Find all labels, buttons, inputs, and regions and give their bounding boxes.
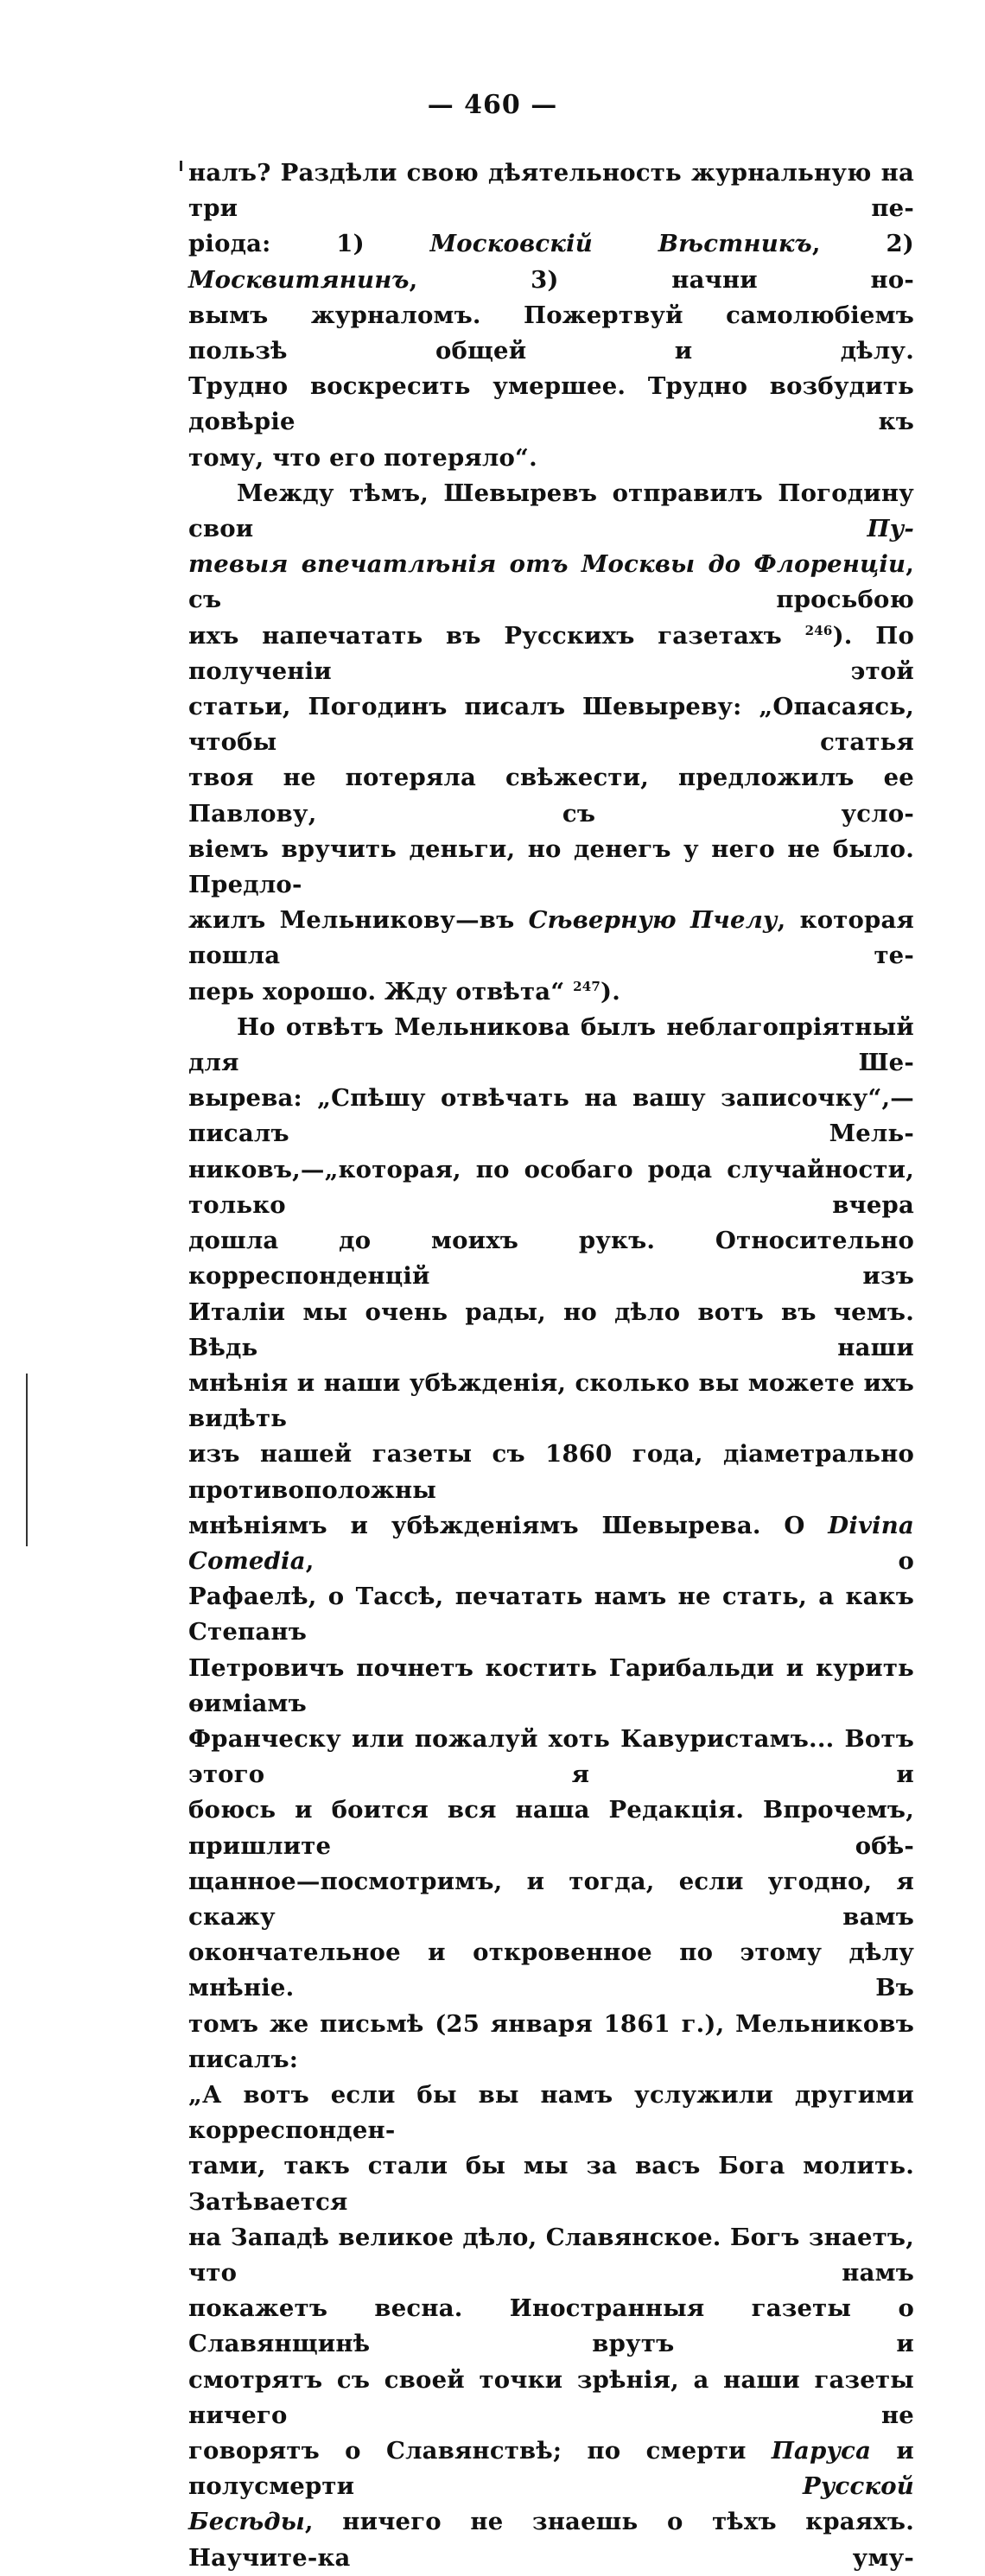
text-line [188,369,914,440]
text-line [188,2433,914,2504]
text-segment: мнѣнія и наши убѣжденія, сколько вы можете ихъ видѣть [188,1368,914,1433]
text-line [188,974,914,1010]
text-segment: Но отвѣтъ Мельникова былъ неблагопріятный для Ше- [188,1012,914,1077]
text-line [188,1223,914,1294]
text-segment: жилъ Мельникову—въ [188,906,529,935]
text-segment: вымъ журналомъ. Пожертвуй самолюбіемъ пользѣ общей и дѣлу. [188,301,914,365]
text-line [188,226,914,297]
text-segment: тами, такъ стали бы мы за васъ Бога молить. Затѣвается [188,2152,914,2216]
text-segment: смотрятъ съ своей точки зрѣнія, а наши газеты ничего не [188,2365,914,2429]
text-segment: налъ? Раздѣли свою дѣятельность журнальную на три пе- [188,159,914,223]
text-line [188,2007,914,2078]
text-segment: „А вотъ если бы вы намъ услужили другими корреспонден- [188,2080,914,2145]
text-line [188,1508,914,1579]
text-segment: Рафаелѣ, о Тассѣ, печатать намъ не стать, а какъ Степанъ [188,1583,914,1646]
text-line [188,547,914,618]
body-text [188,155,914,2576]
text-segment: , ничего не знаешь о тѣхъ краяхъ. Научите-ка уму- [188,2508,914,2572]
italic-title: Москвитянинъ [188,265,410,294]
text-segment: , которая пошла те- [188,906,914,970]
text-segment: Италіи мы очень рады, но дѣло вотъ въ чемъ. Вѣдь наши [188,1298,914,1361]
scan-edge-mark [26,1374,28,1546]
text-line [188,619,914,689]
text-segment: віемъ вручить деньги, но денегъ у него не было. Предло- [188,834,914,899]
text-segment: томъ же письмѣ (25 января 1861 г.), Мельниковъ писалъ: [188,2009,914,2073]
text-segment: ихъ напечатать въ Русскихъ газетахъ [188,621,805,650]
text-line [188,441,914,476]
text-segment: , 2) [811,230,914,258]
text-segment: мнѣніямъ и убѣжденіямъ Шевырева. О [188,1511,829,1539]
text-line [188,1010,914,1081]
text-line [188,476,914,547]
footnote-ref: 246 [804,622,833,638]
text-segment: вырева: „Спѣшу отвѣчать на вашу записочку“,—писалъ Мель- [188,1084,914,1148]
text-line [188,1366,914,1437]
text-line [188,903,914,974]
text-segment: ). По полученіи этой [188,621,914,685]
italic-title: Сѣверную Пчелу [528,906,778,935]
text-segment: покажетъ весна. Иностранныя газеты о Славянщинѣ врутъ и [188,2294,914,2358]
text-segment: Франческу или пожалуй хоть Кавуристамъ... Вотъ этого я и [188,1724,914,1789]
text-segment: статьи, Погодинъ писалъ Шевыреву: „Опасаясь, чтобы статья [188,693,914,757]
text-line [188,689,914,760]
text-segment: и полусмерти [188,2437,914,2501]
text-line [188,1792,914,1863]
italic-title: Бесѣды [188,2508,305,2536]
text-line [188,1651,914,1722]
text-line [188,2504,914,2575]
text-segment: , о [305,1546,914,1575]
text-segment: никовъ,—„которая, по особаго рода случайности, только вчера [188,1155,914,1219]
text-segment: окончательное и откровенное по этому дѣлу мнѣніе. Въ [188,1938,914,2002]
text-line [188,1437,914,1507]
text-line [188,298,914,369]
text-segment: ). [601,977,621,1006]
italic-title: Московскій Вѣстникъ [429,230,812,258]
text-segment: изъ нашей газеты съ 1860 года, діаметрально противоположны [188,1440,914,1504]
text-segment: боюсь и боится вся наша Редакція. Впрочемъ, пришлите обѣ- [188,1796,914,1860]
italic-title: Пу- [867,515,914,543]
text-segment: дошла до моихъ рукъ. Относительно корреспонденцій изъ [188,1227,914,1291]
text-segment: говорятъ о Славянствѣ; по смерти [188,2437,772,2465]
text-line [188,1935,914,2006]
text-line [188,1295,914,1366]
text-line [188,2148,914,2219]
text-segment: щанное—посмотримъ, и тогда, если угодно, я скажу вамъ [188,1867,914,1931]
text-segment: Петровичъ почнетъ костить Гарибальди и курить ѳиміамъ [188,1653,914,1717]
text-segment: , съ просьбою [188,550,914,614]
text-segment: перь хорошо. Жду отвѣта“ [188,977,574,1006]
text-segment: , 3) начни но- [409,265,914,294]
italic-title: Русской [803,2472,914,2501]
text-line [188,2363,914,2433]
text-segment: на Западѣ великое дѣло, Славянское. Богъ знаетъ, что намъ [188,2223,914,2287]
footnote-ref: 247 [573,978,601,994]
text-line [188,1081,914,1152]
text-line [188,1864,914,1935]
text-line [188,2291,914,2362]
scan-speck [180,161,182,171]
text-segment: тому, что его потеряло“. [188,443,537,472]
text-line [188,2220,914,2291]
text-line [188,2078,914,2148]
text-line [188,155,914,226]
text-line [188,1152,914,1223]
text-segment: Трудно воскресить умершее. Трудно возбудить довѣріе къ [188,372,914,436]
text-segment: Между тѣмъ, Шевыревъ отправилъ Погодину свои [188,479,914,543]
italic-title: тевыя впечатлѣнія отъ Москвы до Флоренціи [188,550,906,579]
italic-title: Паруса [771,2437,872,2465]
text-segment: твоя не потеряла свѣжести, предложилъ ее Павлову, съ усло- [188,764,914,828]
italic-title: Divina Comedia [188,1511,914,1575]
text-line [188,1722,914,1792]
page-number: — 460 — [427,90,558,120]
text-line [188,760,914,831]
text-line [188,1579,914,1650]
text-line [188,832,914,903]
text-segment: ріода: 1) [188,230,430,258]
